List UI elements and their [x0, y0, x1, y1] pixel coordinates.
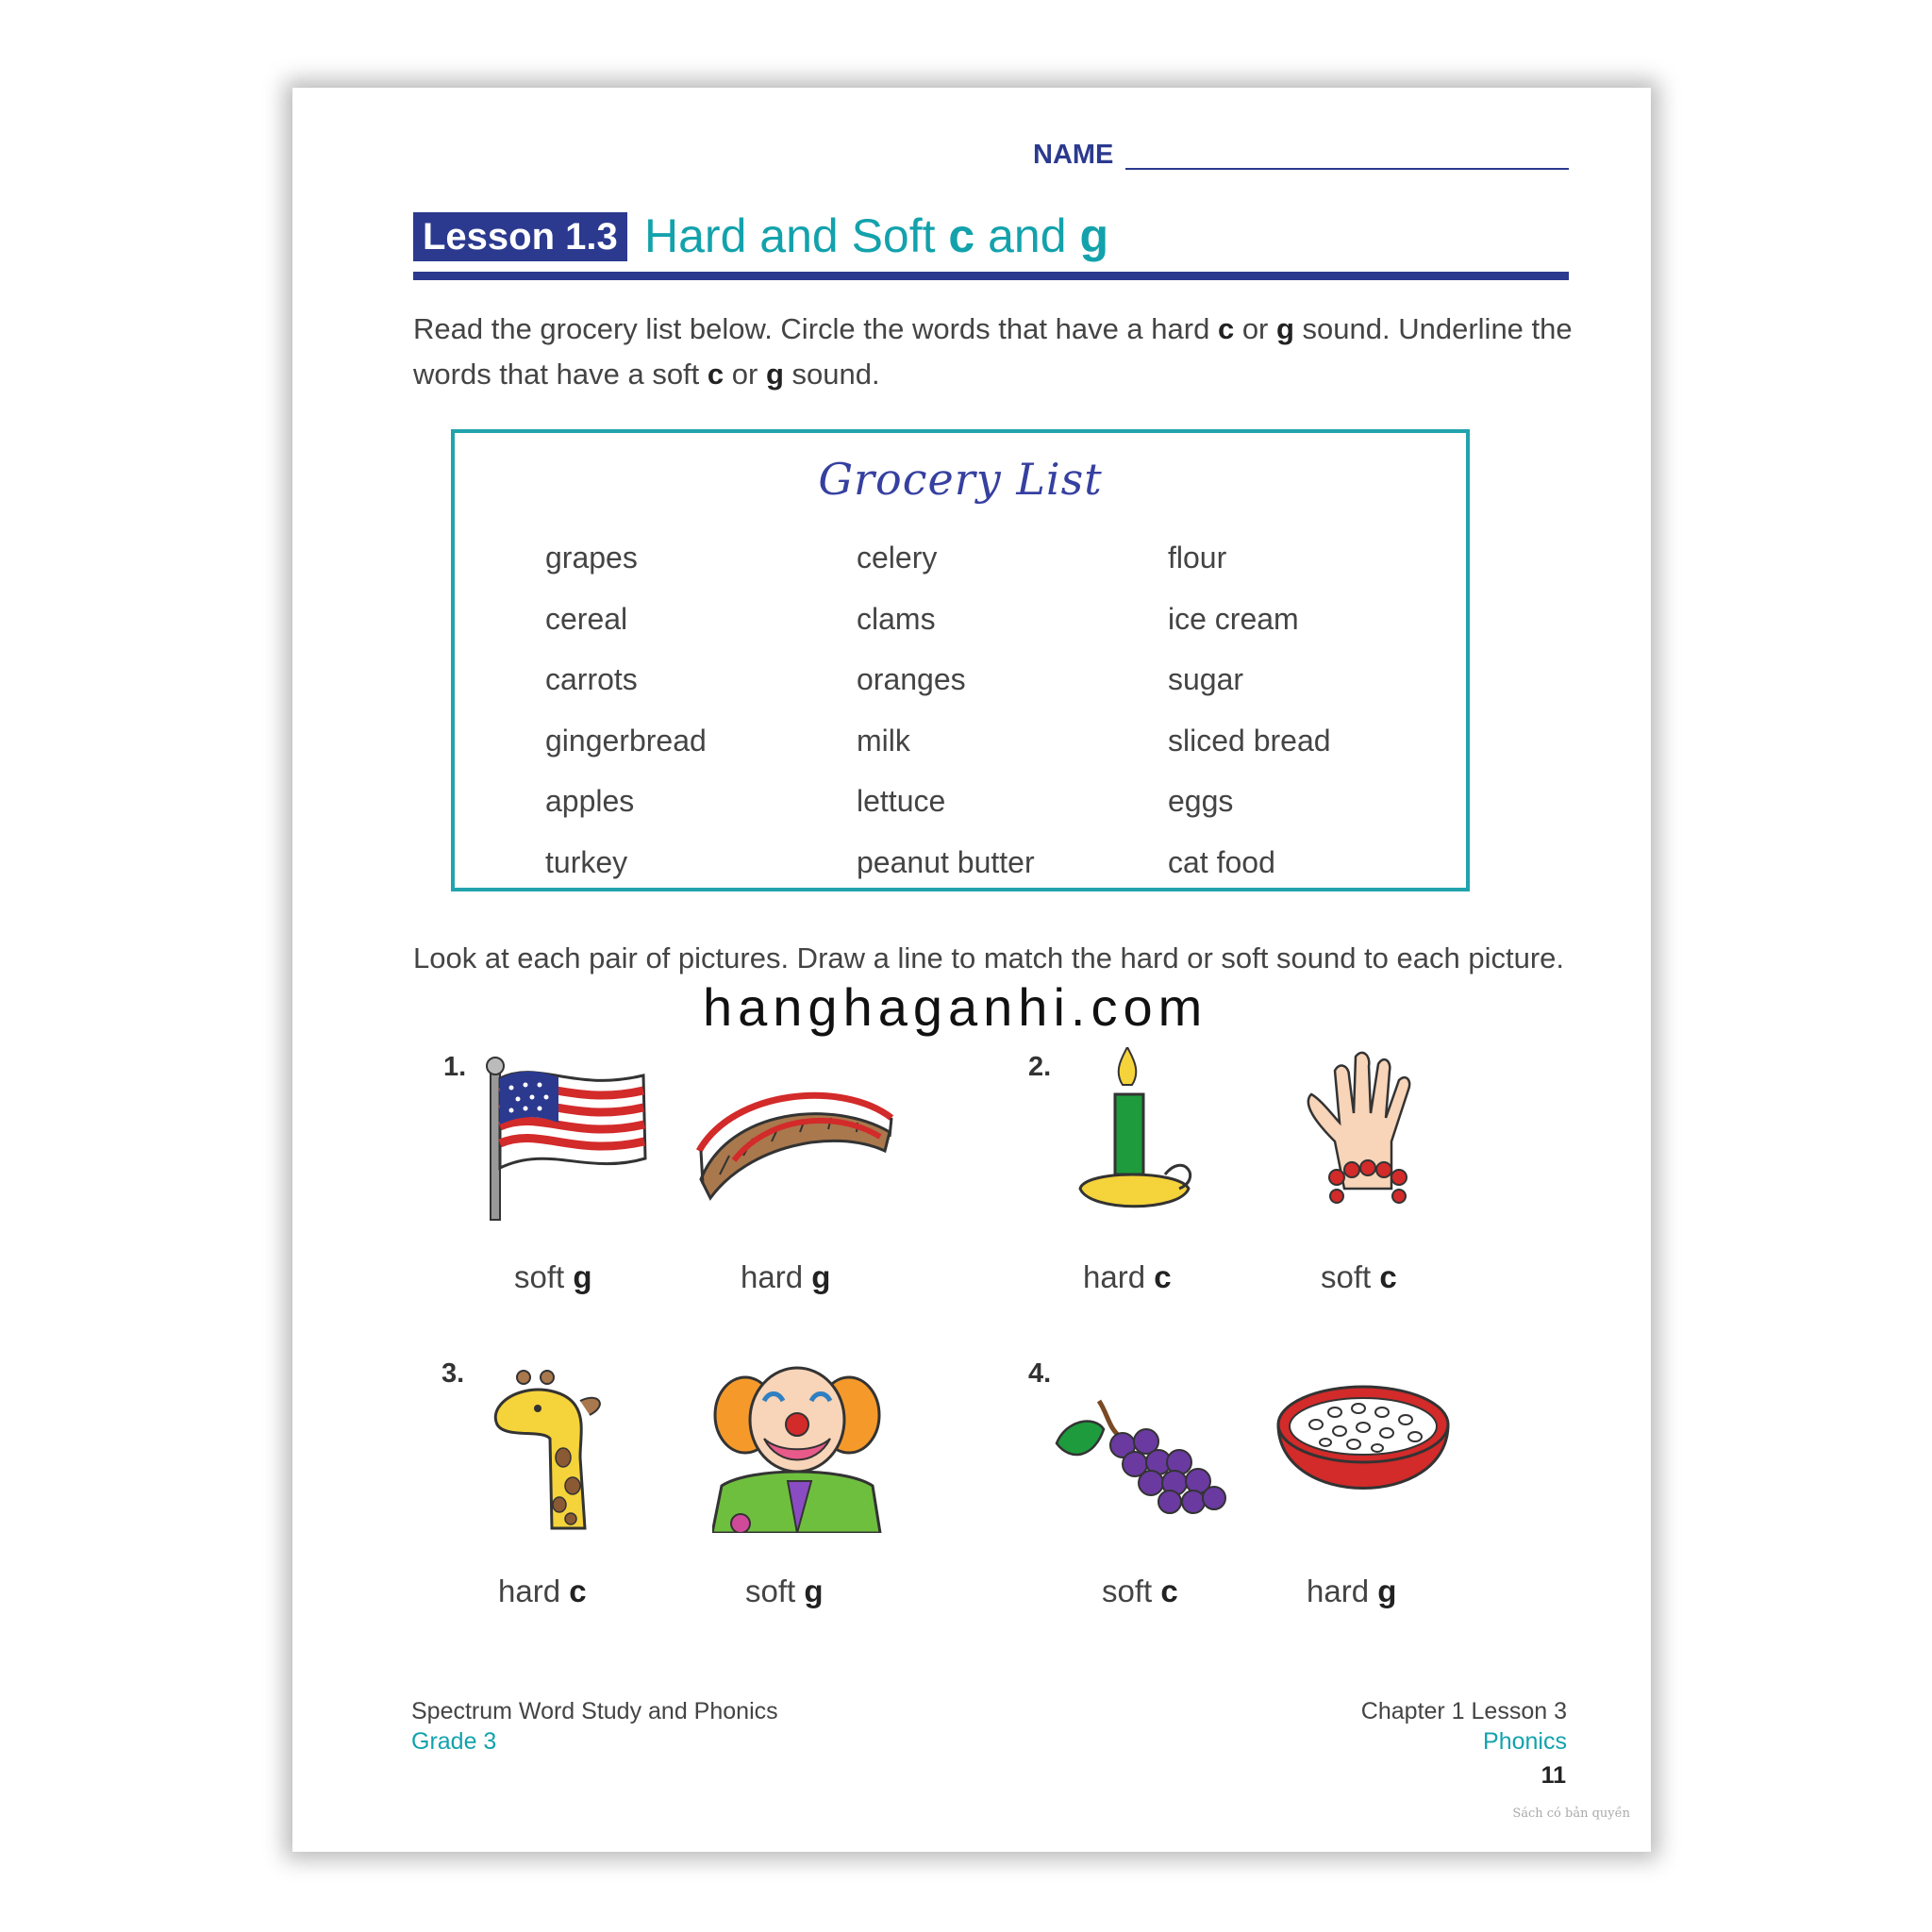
grocery-item[interactable]: peanut butter: [857, 844, 1035, 879]
watermark-text: hanghaganhi.com: [703, 977, 1208, 1037]
grocery-item[interactable]: carrots: [545, 662, 638, 696]
grocery-column-3: [1168, 527, 1331, 892]
page-number: 11: [1541, 1762, 1566, 1789]
grocery-item[interactable]: cat food: [1168, 844, 1275, 879]
footer-book-title: Spectrum Word Study and Phonics: [411, 1698, 778, 1724]
grocery-item[interactable]: ice cream: [1168, 601, 1299, 636]
flag-picture[interactable]: [483, 1055, 653, 1224]
grocery-item[interactable]: oranges: [857, 662, 966, 696]
grocery-item[interactable]: grapes: [545, 541, 638, 575]
grocery-item[interactable]: lettuce: [857, 784, 946, 818]
clown-picture[interactable]: [712, 1363, 882, 1533]
grapes-picture[interactable]: [1052, 1387, 1241, 1519]
grocery-item[interactable]: gingerbread: [545, 723, 707, 758]
instructions-grocery: Read the grocery list below. Circle the words that have a hard c or g sound. Underline the words that have a soft c or g sound.: [413, 312, 1573, 391]
cereal-picture[interactable]: [1274, 1373, 1453, 1514]
pair-number: 4.: [1028, 1358, 1052, 1389]
grocery-item[interactable]: turkey: [545, 844, 628, 879]
name-label: NAME: [1033, 140, 1114, 170]
sound-label[interactable]: hard g: [741, 1259, 831, 1294]
hand-picture[interactable]: [1297, 1047, 1429, 1217]
lesson-title: Hard and Soft c and g: [644, 209, 1108, 262]
sound-label[interactable]: hard c: [498, 1574, 587, 1608]
pair-number: 3.: [441, 1358, 465, 1389]
grocery-item[interactable]: sugar: [1168, 662, 1244, 696]
sound-label[interactable]: hard c: [1083, 1259, 1172, 1294]
footer-grade: Grade 3: [411, 1728, 497, 1755]
grocery-item[interactable]: celery: [857, 541, 938, 575]
giraffe-picture[interactable]: [486, 1363, 618, 1533]
copyright-note: Sách có bản quyền: [1512, 1807, 1630, 1821]
sound-label[interactable]: soft c: [1321, 1259, 1397, 1294]
pair-number: 1.: [443, 1052, 467, 1082]
sound-label[interactable]: hard g: [1307, 1574, 1397, 1608]
bridge-picture[interactable]: [691, 1080, 899, 1212]
name-line: [1125, 168, 1569, 170]
lesson-badge: Lesson 1.3: [413, 212, 627, 261]
grocery-item[interactable]: clams: [857, 601, 936, 636]
pair-number: 2.: [1028, 1052, 1052, 1082]
grocery-item[interactable]: milk: [857, 723, 910, 758]
sound-label[interactable]: soft g: [514, 1259, 592, 1294]
footer-subject: Phonics: [1483, 1728, 1567, 1755]
grocery-item[interactable]: flour: [1168, 541, 1227, 575]
grocery-item[interactable]: sliced bread: [1168, 723, 1331, 758]
instructions-matching: Look at each pair of pictures. Draw a line to match the hard or soft sound to each picture.: [413, 941, 1565, 974]
grocery-item[interactable]: eggs: [1168, 784, 1234, 818]
grocery-item[interactable]: apples: [545, 784, 635, 818]
grocery-column-1: [545, 527, 707, 892]
sound-label[interactable]: soft c: [1102, 1574, 1178, 1608]
candle-picture[interactable]: [1075, 1047, 1198, 1217]
grocery-column-2: [857, 527, 1035, 892]
sound-label[interactable]: soft g: [745, 1574, 824, 1608]
footer-chapter: Chapter 1 Lesson 3: [1360, 1698, 1567, 1724]
grocery-list-title: Grocery List: [818, 454, 1103, 505]
grocery-list-box: [451, 429, 1470, 891]
title-rule: [413, 272, 1569, 280]
grocery-item[interactable]: cereal: [545, 601, 628, 636]
